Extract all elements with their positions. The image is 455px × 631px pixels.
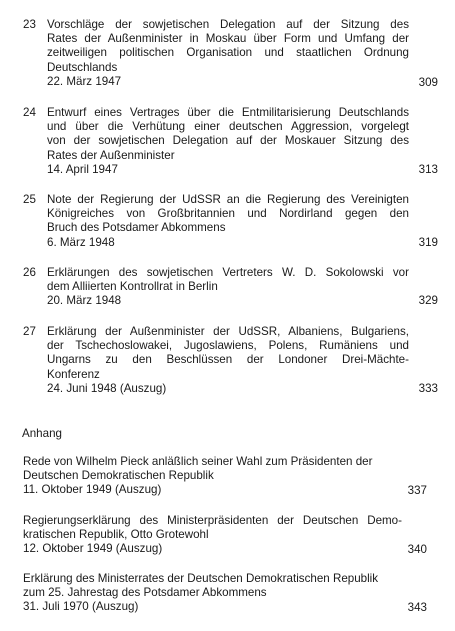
entry-line: Erklärungen des sowjetischen Vertreters W. D. Sokolowski vor xyxy=(47,266,409,279)
entry-line: Vorschläge der sowjetischen Delegation auf der Sitzung des xyxy=(47,18,409,31)
page-number: 333 xyxy=(418,382,438,395)
entry-date: 11. Oktober 1949 (Auszug) xyxy=(23,483,162,497)
entry-line: Erklärung des Ministerrates der Deutschen Demokratischen Republik xyxy=(23,572,379,585)
entry-line: Konferenz xyxy=(47,367,100,381)
entry-date: 31. Juli 1970 (Auszug) xyxy=(23,600,139,614)
page-number: 313 xyxy=(418,163,438,176)
entry-line: von der sowjetischen Delegation auf der Moskauer Sitzung des xyxy=(47,134,409,148)
entry-text xyxy=(23,572,402,615)
page-number: 340 xyxy=(407,543,427,556)
entry-line: Rates der Außenminister in Moskau über Form und Umfang der xyxy=(47,32,409,46)
entry-line: Bruch des Potsdamer Abkommens xyxy=(47,221,226,235)
entry-text xyxy=(47,106,409,177)
entry-number: 27 xyxy=(23,325,36,338)
entry-number: 26 xyxy=(23,266,36,279)
entry-text xyxy=(47,325,409,396)
entry-number: 25 xyxy=(23,193,36,206)
entry-line: und über die Verhütung einer deutschen Aggression, vorgelegt xyxy=(47,120,409,134)
entry-date: 6. März 1948 xyxy=(47,235,115,249)
entry-line: kratischen Republik, Otto Grotewohl xyxy=(23,528,209,542)
page-number: 343 xyxy=(407,601,427,614)
page-number: 309 xyxy=(418,76,438,89)
entry-text xyxy=(47,193,409,250)
entry-line: der Tschechoslowakei, Jugoslawiens, Polens, Rumäniens und xyxy=(47,339,409,353)
entry-text xyxy=(47,266,409,309)
entry-text xyxy=(23,514,402,557)
entry-line: Deutschen Demokratischen Republik xyxy=(23,469,214,483)
page-number: 337 xyxy=(407,484,427,497)
entry-line: dem Alliierten Kontrollrat in Berlin xyxy=(47,280,218,294)
entry-date: 14. April 1947 xyxy=(47,162,118,176)
page-number: 319 xyxy=(418,236,438,249)
entry-text xyxy=(23,455,402,498)
entry-date: 24. Juni 1948 (Auszug) xyxy=(47,381,167,395)
entry-line: Deutschlands xyxy=(47,60,118,74)
entry-number: 24 xyxy=(23,106,36,119)
entry-line: Königreiches von Großbritannien und Nordirland gegen den xyxy=(47,207,409,221)
entry-line: Ungarns zu den Beschlüssen der Londoner Drei-Mächte- xyxy=(47,353,409,367)
entry-line: Rates der Außenminister xyxy=(47,148,175,162)
entry-date: 22. März 1947 xyxy=(47,74,122,88)
entry-line: Rede von Wilhelm Pieck anläßlich seiner Wahl zum Präsidenten der xyxy=(23,455,373,468)
entry-text xyxy=(47,18,409,89)
appendix-heading: Anhang xyxy=(22,427,62,440)
entry-line: Regierungserklärung des Ministerpräsidenten der Deutschen Demo- xyxy=(23,514,402,527)
entry-line: Erklärung der Außenminister der UdSSR, Albaniens, Bulgariens, xyxy=(47,325,409,338)
entry-date: 20. März 1948 xyxy=(47,294,122,308)
page-number: 329 xyxy=(418,294,438,307)
entry-line: Note der Regierung der UdSSR an die Regierung des Vereinigten xyxy=(47,193,409,206)
entry-line: Entwurf eines Vertrages über die Entmilitarisierung Deutschlands xyxy=(47,106,409,119)
entry-date: 12. Oktober 1949 (Auszug) xyxy=(23,542,163,556)
entry-line: zeitweiligen politischen Organisation und staatlichen Ordnung xyxy=(47,46,409,60)
entry-number: 23 xyxy=(23,18,36,31)
entry-line: zum 25. Jahrestag des Potsdamer Abkommens xyxy=(23,586,267,600)
